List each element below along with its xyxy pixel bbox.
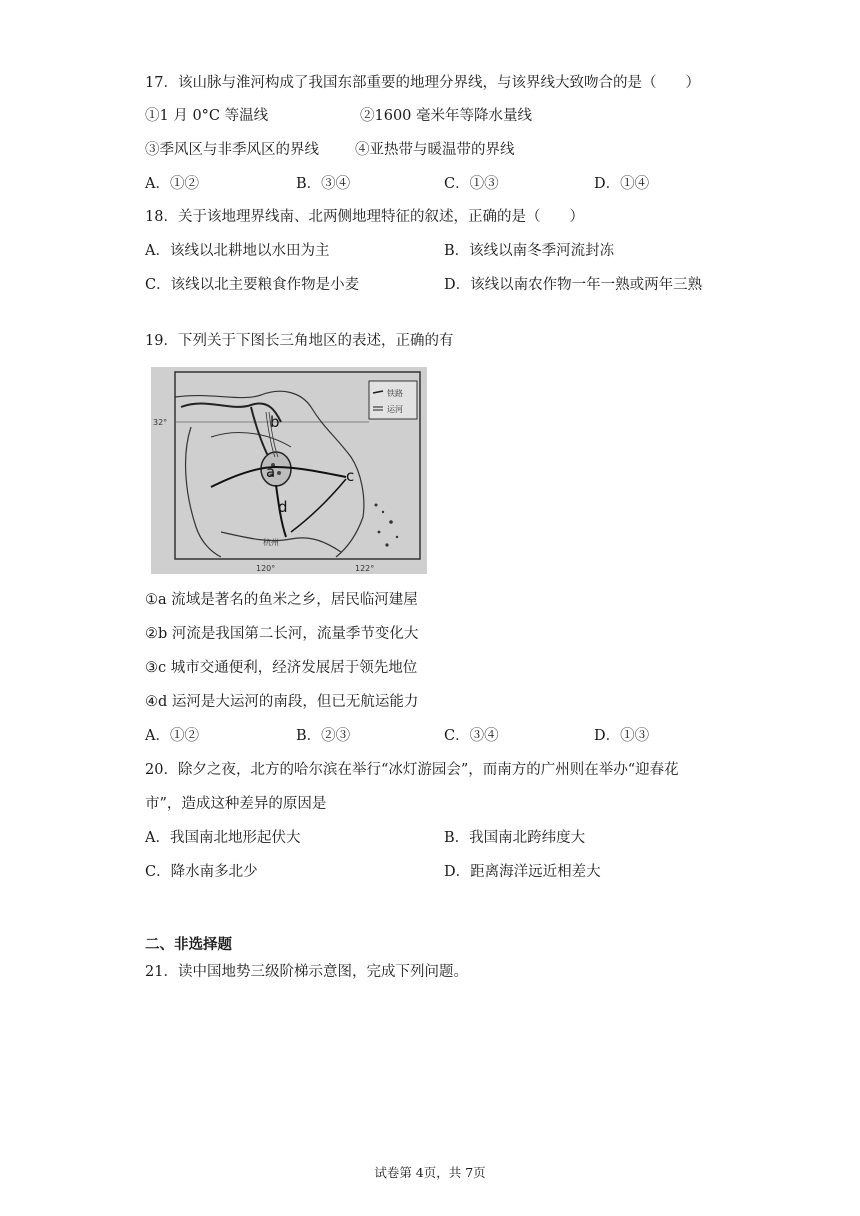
q18-option-b[interactable]: B．该线以南冬季河流封冻 — [444, 243, 615, 259]
q21-stem: 21．读中国地势三级阶梯示意图，完成下列问题。 — [145, 964, 468, 980]
legend-canal: 运河 — [387, 405, 403, 414]
q17-option-a[interactable]: A．①② — [145, 176, 199, 192]
q19-item-2: ②b 河流是我国第二长河，流量季节变化大 — [145, 626, 419, 642]
longitude-label-120: 120° — [256, 564, 276, 573]
q19-item-4: ④d 运河是大运河的南段，但已无航运能力 — [145, 694, 419, 710]
q19-option-a[interactable]: A．①② — [145, 728, 199, 744]
q17-item-4: ④亚热带与暖温带的界线 — [355, 142, 515, 158]
q18-stem: 18．关于该地理界线南、北两侧地理特征的叙述，正确的是（ ） — [145, 209, 584, 225]
section-title: 二、非选择题 — [145, 936, 232, 953]
map-label-d: d — [278, 498, 288, 516]
q18-option-d[interactable]: D．该线以南农作物一年一熟或两年三熟 — [444, 277, 703, 293]
q17-option-c[interactable]: C．①③ — [444, 176, 499, 192]
q20-option-d[interactable]: D．距离海洋远近相差大 — [444, 864, 601, 880]
page-footer: 试卷第 4页，共 7页 — [374, 1165, 486, 1180]
q17-item-2: ②1600 毫米年等降水量线 — [360, 108, 533, 124]
map-city-label: 杭州 — [263, 538, 279, 547]
q19-option-d[interactable]: D．①③ — [594, 728, 650, 744]
q19-option-c[interactable]: C．③④ — [444, 728, 499, 744]
q17-item-1: ①1 月 0°C 等温线 — [145, 108, 269, 124]
q19-item-3: ③c 城市交通便利，经济发展居于领先地位 — [145, 660, 418, 676]
q20-option-a[interactable]: A．我国南北地形起伏大 — [145, 830, 301, 846]
q17-option-d[interactable]: D．①④ — [594, 176, 650, 192]
q19-item-1: ①a 流域是著名的鱼米之乡，居民临河建屋 — [145, 592, 418, 608]
q19-stem: 19．下列关于下图长三角地区的表述，正确的有 — [145, 333, 454, 349]
q18-option-a[interactable]: A．该线以北耕地以水田为主 — [145, 243, 330, 259]
legend-railway: 铁路 — [387, 389, 403, 398]
longitude-label-122: 122° — [355, 564, 375, 573]
q20-option-b[interactable]: B．我国南北跨纬度大 — [444, 830, 586, 846]
yangtze-delta-map — [151, 367, 427, 574]
q17-stem: 17．该山脉与淮河构成了我国东部重要的地理分界线，与该界线大致吻合的是（ ） — [145, 75, 700, 91]
map-label-c: c — [346, 467, 355, 485]
latitude-label: 32° — [153, 418, 168, 427]
q20-stem-line2: 市”，造成这种差异的原因是 — [145, 796, 327, 812]
q19-option-b[interactable]: B．②③ — [296, 728, 351, 744]
q18-option-c[interactable]: C．该线以北主要粮食作物是小麦 — [145, 277, 360, 293]
q20-stem-line1: 20．除夕之夜，北方的哈尔滨在举行“冰灯游园会”，而南方的广州则在举办“迎春花 — [145, 762, 679, 778]
map-label-a: a — [266, 463, 276, 481]
q20-option-c[interactable]: C．降水南多北少 — [145, 864, 258, 880]
q17-option-b[interactable]: B．③④ — [296, 176, 351, 192]
map-label-b: b — [270, 413, 280, 431]
q17-item-3: ③季风区与非季风区的界线 — [145, 142, 319, 158]
